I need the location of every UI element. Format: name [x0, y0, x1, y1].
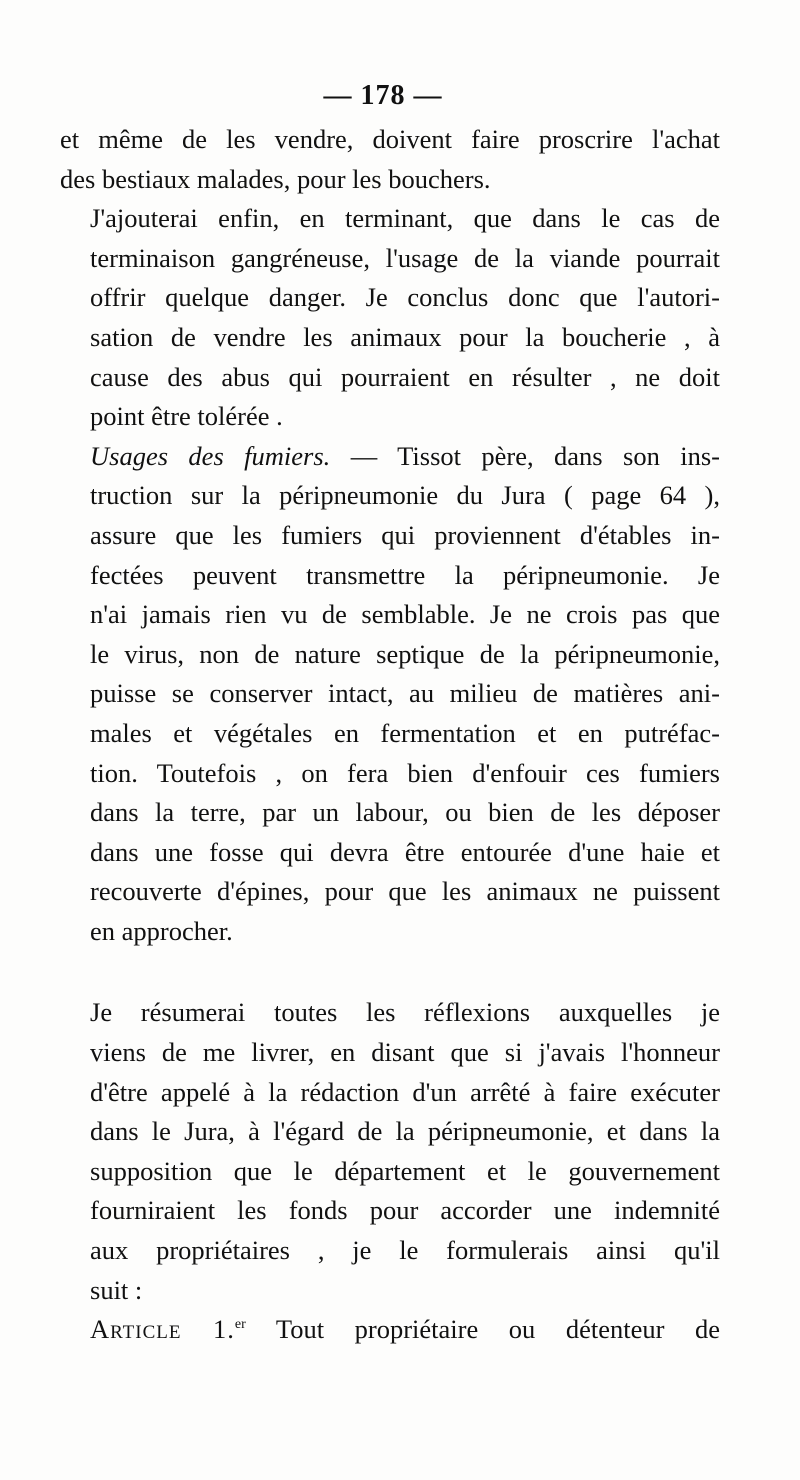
page-number: — 178 —	[323, 80, 443, 111]
paragraph-fumiers	[60, 437, 720, 952]
text-line: aux propriétaires , je le formulerais ainsi qu'il	[90, 1235, 720, 1266]
text-line: offrir quelque danger. Je conclus donc que l'autori-	[90, 282, 720, 313]
text-line	[60, 1310, 720, 1350]
text-line: puisse se conserver intact, au milieu de matières ani-	[90, 678, 720, 709]
text-line: tion. Toutefois , on fera bien d'enfouir ces fumiers	[90, 757, 720, 788]
text-line: sation de vendre les animaux pour la boucherie , à	[90, 321, 720, 352]
text-line: Je résumerai toutes les réflexions auxquelles je	[90, 997, 720, 1028]
text-line: recouverte d'épines, pour que les animaux ne puissent	[90, 876, 720, 907]
text-line: des bestiaux malades, pour les bouchers.	[60, 163, 491, 194]
text-line: fectées peuvent transmettre la péripneumonie. Je	[90, 559, 720, 590]
text-line: J'ajouterai enfin, en terminant, que dans le cas de	[90, 203, 720, 234]
paragraph-resume	[60, 993, 720, 1310]
text-line: truction sur la péripneumonie du Jura ( page 64 ),	[90, 480, 720, 511]
text-line: terminaison gangréneuse, l'usage de la viande pourrait	[90, 242, 720, 273]
text-line: dans le Jura, à l'égard de la péripneumonie, et dans la	[90, 1116, 720, 1147]
text-line: en approcher.	[90, 915, 233, 946]
text-line: fourniraient les fonds pour accorder une indemnité	[90, 1195, 720, 1226]
text-line: supposition que le département et le gouvernement	[90, 1155, 720, 1186]
text-line: et même de les vendre, doivent faire proscrire l'achat	[60, 124, 720, 154]
text-line: cause des abus qui pourraient en résulter , ne doit	[90, 361, 720, 392]
section-heading: Usages des fumiers.	[90, 440, 331, 471]
ordinal-superscript: er	[234, 1317, 246, 1333]
text-line-rest: — Tissot père, dans son ins-	[330, 440, 720, 471]
text-line: le virus, non de nature septique de la péripneumonie,	[90, 638, 720, 669]
text-line: dans une fosse qui devra être entourée d'une haie et	[90, 836, 720, 867]
text-line: viens de me livrer, en disant que si j'avais l'honneur	[90, 1037, 720, 1068]
text-line-rest: Tout propriétaire ou détenteur de	[245, 1314, 720, 1345]
text-line: assure que les fumiers qui proviennent d'étables in-	[90, 519, 720, 550]
text-line: n'ai jamais rien vu de semblable. Je ne crois pas que	[90, 599, 720, 630]
paragraph-article	[60, 1310, 720, 1350]
paragraph-gangrene	[60, 199, 720, 437]
text-line: d'être appelé à la rédaction d'un arrêté à faire exécuter	[90, 1076, 720, 1107]
text-line	[60, 437, 720, 477]
text-line: suit :	[90, 1274, 143, 1305]
text-line: point être tolérée .	[90, 401, 283, 432]
text-line: dans la terre, par un labour, ou bien de les déposer	[90, 797, 720, 828]
text-line: males et végétales en fermentation et en putréfac-	[90, 717, 720, 748]
article-label: Article 1.	[90, 1314, 235, 1345]
body-text	[60, 120, 720, 1350]
paragraph-continuation	[60, 120, 720, 199]
